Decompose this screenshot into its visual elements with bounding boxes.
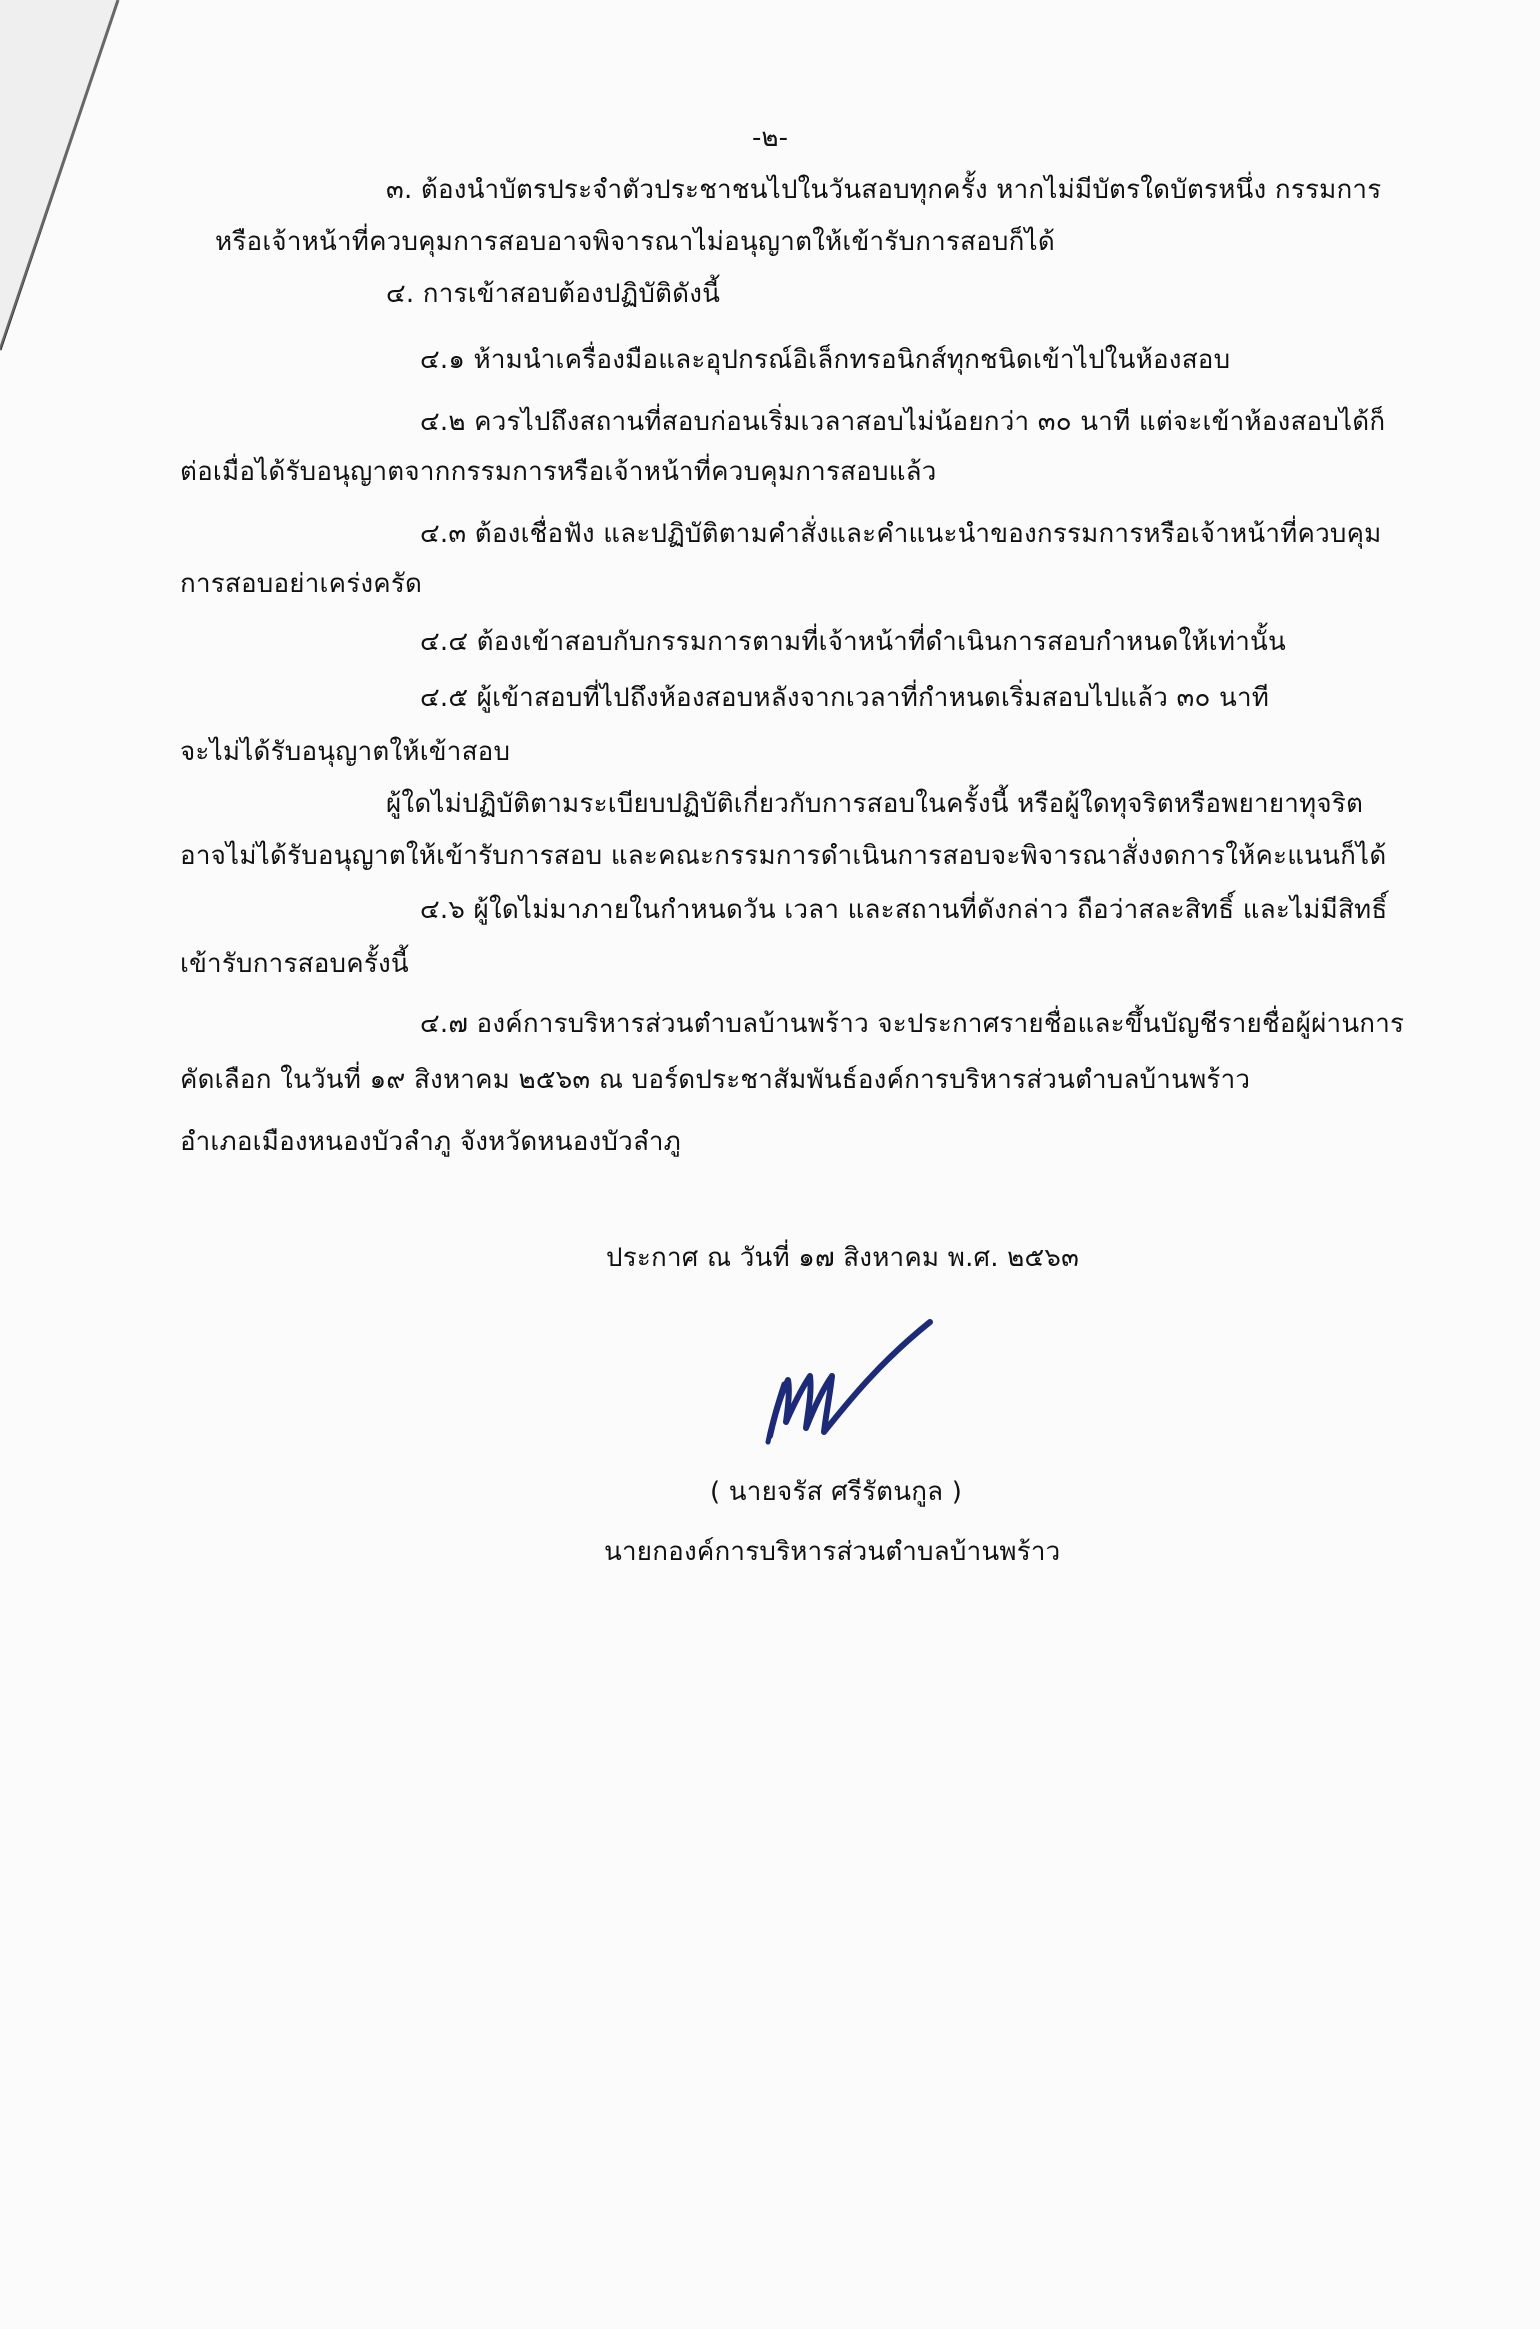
signature-image <box>752 1318 952 1468</box>
paragraph-penalty: ผู้ใดไม่ปฏิบัติตามระเบียบปฏิบัติเกี่ยวกับการสอบในครั้งนี้ หรือผู้ใดทุจริตหรือพยายาทุจริต <box>386 789 1364 819</box>
paragraph-item-4-7-cont-2: อำเภอเมืองหนองบัวลำภู จังหวัดหนองบัวลำภู <box>180 1127 682 1157</box>
paragraph-item-4-6: ๔.๖ ผู้ใดไม่มาภายในกำหนดวัน เวลา และสถานที่ดังกล่าว ถือว่าสละสิทธิ์ และไม่มีสิทธิ์ <box>420 895 1388 925</box>
paragraph-item-4-2: ๔.๒ ควรไปถึงสถานที่สอบก่อนเริ่มเวลาสอบไม่น้อยกว่า ๓๐ นาที แต่จะเข้าห้องสอบได้ก็ <box>420 407 1386 437</box>
paragraph-item-4-7: ๔.๗ องค์การบริหารส่วนตำบลบ้านพร้าว จะประกาศรายชื่อและขึ้นบัญชีรายชื่อผู้ผ่านการ <box>420 1009 1405 1039</box>
signer-name: ( นายจรัส ศรีรัตนกูล ) <box>710 1477 963 1507</box>
paragraph-penalty-cont: อาจไม่ได้รับอนุญาตให้เข้ารับการสอบ และคณะกรรมการดำเนินการสอบจะพิจารณาสั่งงดการให้คะแนนก็ได้ <box>180 841 1387 871</box>
paragraph-item-3: ๓. ต้องนำบัตรประจำตัวประชาชนไปในวันสอบทุกครั้ง หากไม่มีบัตรใดบัตรหนึ่ง กรรมการ <box>386 175 1382 205</box>
paragraph-item-4-3-cont: การสอบอย่าเคร่งครัด <box>180 569 423 599</box>
signer-title: นายกองค์การบริหารส่วนตำบลบ้านพร้าว <box>604 1537 1061 1567</box>
paragraph-item-4-6-cont: เข้ารับการสอบครั้งนี้ <box>180 949 409 979</box>
paragraph-item-4-5: ๔.๕ ผู้เข้าสอบที่ไปถึงห้องสอบหลังจากเวลาที่กำหนดเริ่มสอบไปแล้ว ๓๐ นาที <box>420 683 1270 713</box>
paragraph-item-4-4: ๔.๔ ต้องเข้าสอบกับกรรมการตามที่เจ้าหน้าที่ดำเนินการสอบกำหนดให้เท่านั้น <box>420 627 1286 657</box>
paragraph-item-4-3: ๔.๓ ต้องเชื่อฟัง และปฏิบัติตามคำสั่งและคำแนะนำของกรรมการหรือเจ้าหน้าที่ควบคุม <box>420 519 1382 549</box>
page-number: -๒- <box>752 123 788 153</box>
paragraph-item-4-1: ๔.๑ ห้ามนำเครื่องมือและอุปกรณ์อิเล็กทรอนิกส์ทุกชนิดเข้าไปในห้องสอบ <box>420 345 1231 375</box>
paragraph-item-3-cont: หรือเจ้าหน้าที่ควบคุมการสอบอาจพิจารณาไม่อนุญาตให้เข้ารับการสอบก็ได้ <box>215 227 1055 257</box>
paragraph-item-4-5-cont: จะไม่ได้รับอนุญาตให้เข้าสอบ <box>180 737 511 767</box>
paragraph-item-4-2-cont: ต่อเมื่อได้รับอนุญาตจากกรรมการหรือเจ้าหน้าที่ควบคุมการสอบแล้ว <box>180 457 937 487</box>
paragraph-item-4-7-cont: คัดเลือก ในวันที่ ๑๙ สิงหาคม ๒๕๖๓ ณ บอร์ดประชาสัมพันธ์องค์การบริหารส่วนตำบลบ้านพร้าว <box>180 1065 1251 1095</box>
paragraph-item-4: ๔. การเข้าสอบต้องปฏิบัติดังนี้ <box>386 279 721 309</box>
announcement-date: ประกาศ ณ วันที่ ๑๗ สิงหาคม พ.ศ. ๒๕๖๓ <box>606 1243 1080 1273</box>
